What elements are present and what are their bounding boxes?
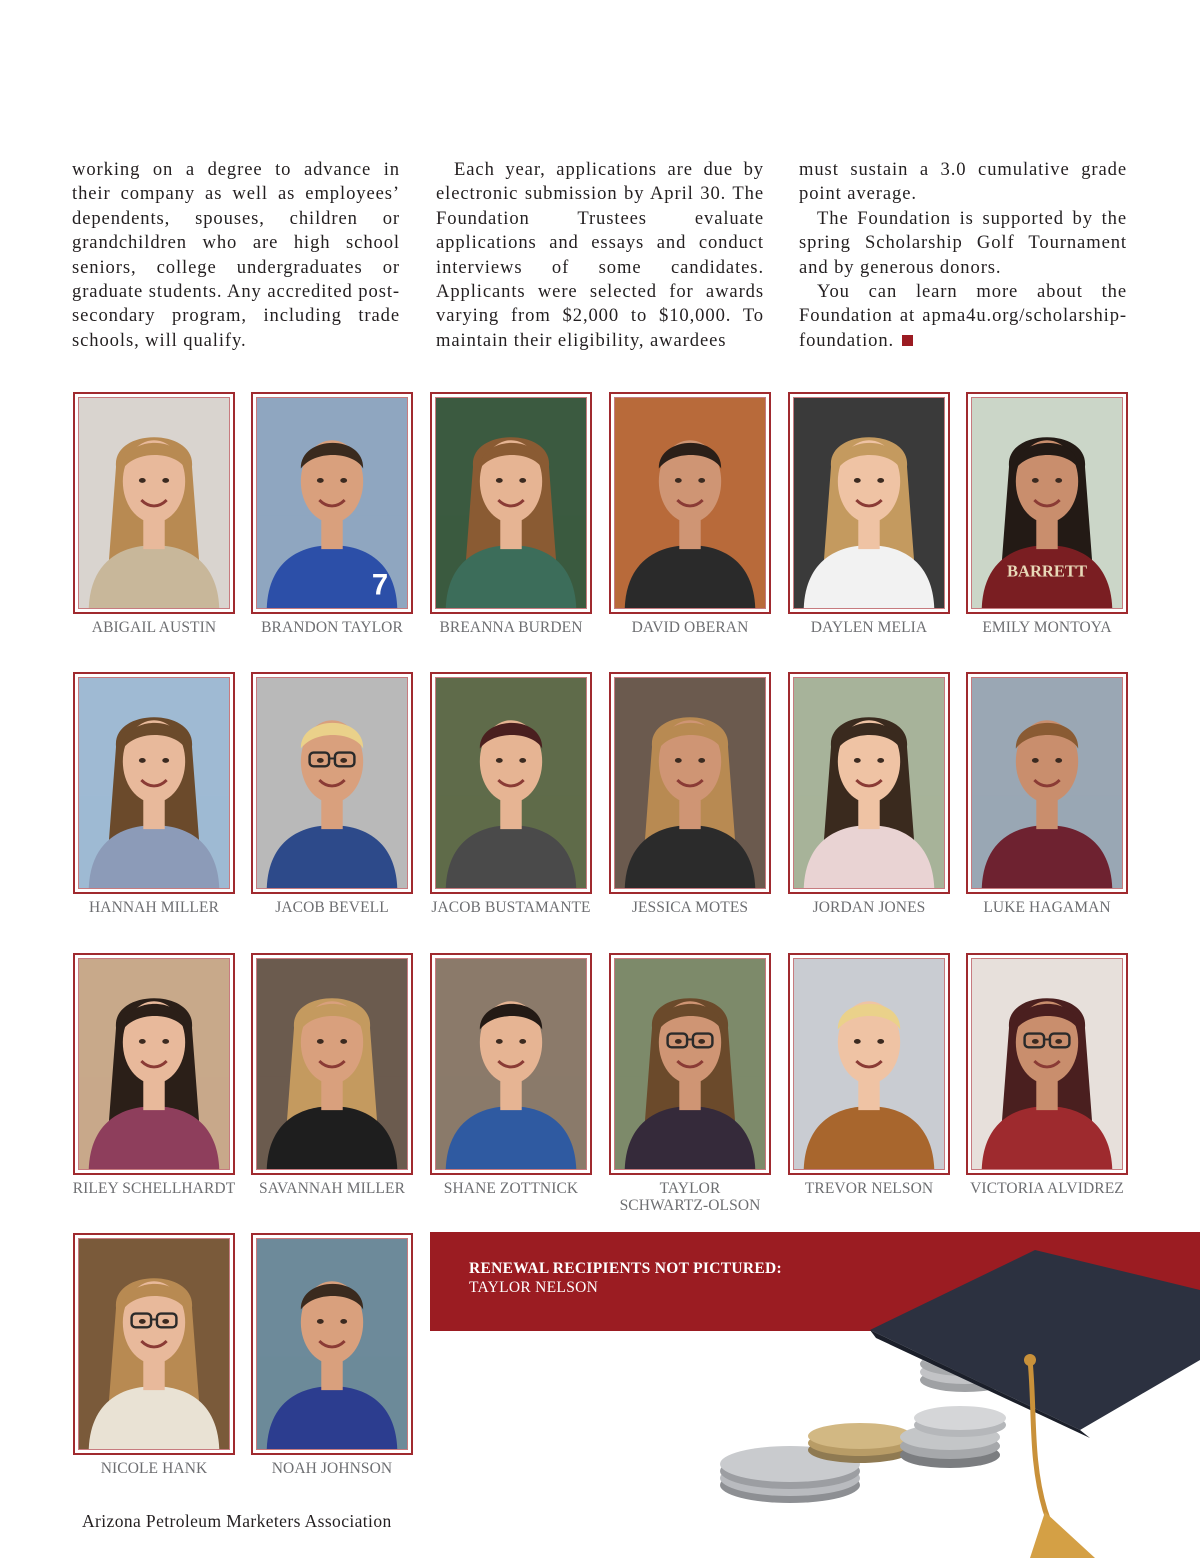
- recipient-card: [966, 392, 1128, 636]
- recipient-name: NICOLE HANK: [100, 1460, 208, 1477]
- photo-frame: [609, 953, 771, 1175]
- portrait-silhouette-icon: [615, 959, 765, 1169]
- recipient-card: [788, 392, 950, 636]
- recipient-card: [73, 672, 235, 916]
- recipient-name: HANNAH MILLER: [88, 899, 220, 916]
- recipient-name: NOAH JOHNSON: [271, 1460, 393, 1477]
- renewal-title: RENEWAL RECIPIENTS NOT PICTURED:: [469, 1260, 782, 1277]
- photo-frame: [966, 672, 1128, 894]
- portrait-silhouette-icon: [257, 959, 407, 1169]
- photo-frame: [788, 672, 950, 894]
- recipient-photo: [78, 1238, 230, 1450]
- recipient-photo: [435, 397, 587, 609]
- photo-frame: [251, 392, 413, 614]
- portrait-silhouette-icon: [972, 398, 1122, 608]
- portrait-silhouette-icon: [794, 959, 944, 1169]
- recipient-name: JACOB BUSTAMANTE: [431, 899, 591, 916]
- photo-frame: [251, 672, 413, 894]
- photo-frame: [73, 392, 235, 614]
- article-paragraph: The Foundation is supported by the spring Scholarship Golf Tournament and by generous donors.: [799, 207, 1127, 278]
- recipient-card: [609, 392, 771, 636]
- recipient-name: VICTORIA ALVIDREZ: [970, 1180, 1124, 1197]
- photo-frame: [251, 953, 413, 1175]
- portrait-silhouette-icon: [436, 678, 586, 888]
- recipient-card: [251, 1233, 413, 1477]
- photo-frame: [966, 953, 1128, 1175]
- recipient-name: DAYLEN MELIA: [810, 619, 928, 636]
- recipient-name: DAVID OBERAN: [631, 619, 749, 636]
- recipient-card: [251, 672, 413, 916]
- recipient-photo: [78, 958, 230, 1170]
- portrait-silhouette-icon: [794, 398, 944, 608]
- photo-frame: [966, 392, 1128, 614]
- recipient-card: [73, 392, 235, 636]
- recipient-name: ABIGAIL AUSTIN: [91, 619, 217, 636]
- article-column-3: [799, 158, 1127, 353]
- recipient-photo: [78, 677, 230, 889]
- recipient-name: RILEY SCHELLHARDT: [72, 1180, 236, 1197]
- graduation-cap-coins-illustration: [700, 1250, 1200, 1558]
- recipient-photo: [614, 958, 766, 1170]
- recipient-name: SHANE ZOTTNICK: [443, 1180, 579, 1197]
- photo-frame: [73, 672, 235, 894]
- article-paragraph: [799, 280, 1127, 353]
- recipient-name: BRANDON TAYLOR: [261, 619, 403, 636]
- recipient-name: JESSICA MOTES: [631, 899, 749, 916]
- recipient-name: JACOB BEVELL: [275, 899, 389, 916]
- portrait-silhouette-icon: [79, 959, 229, 1169]
- recipient-card: [609, 672, 771, 916]
- photo-frame: [430, 672, 592, 894]
- recipient-photo: [256, 397, 408, 609]
- portrait-silhouette-icon: [436, 398, 586, 608]
- portrait-silhouette-icon: [615, 678, 765, 888]
- portrait-silhouette-icon: [79, 678, 229, 888]
- recipient-photo: [256, 1238, 408, 1450]
- photo-frame: [251, 1233, 413, 1455]
- portrait-silhouette-icon: [257, 678, 407, 888]
- recipient-photo: [971, 958, 1123, 1170]
- portrait-silhouette-icon: [794, 678, 944, 888]
- recipient-card: [966, 672, 1128, 916]
- renewal-names: TAYLOR NELSON: [469, 1279, 599, 1296]
- photo-frame: [609, 672, 771, 894]
- portrait-silhouette-icon: [79, 1239, 229, 1449]
- recipient-photo: [793, 677, 945, 889]
- portrait-silhouette-icon: [436, 959, 586, 1169]
- end-mark-icon: [902, 335, 913, 346]
- photo-frame: [609, 392, 771, 614]
- recipient-photo: [971, 677, 1123, 889]
- recipient-card: [73, 1233, 235, 1477]
- article-column-2: [436, 158, 764, 353]
- recipient-photo: [256, 958, 408, 1170]
- recipient-name: SAVANNAH MILLER: [258, 1180, 406, 1197]
- recipient-photo: [256, 677, 408, 889]
- photo-frame: [788, 953, 950, 1175]
- portrait-silhouette-icon: [257, 1239, 407, 1449]
- portrait-silhouette-icon: [79, 398, 229, 608]
- recipient-name: EMILY MONTOYA: [982, 619, 1112, 636]
- recipient-card: [788, 672, 950, 916]
- recipient-name: TAYLOR SCHWARTZ-OLSON: [619, 1180, 761, 1214]
- recipient-card: [430, 672, 592, 916]
- photo-frame: [73, 1233, 235, 1455]
- article-paragraph: working on a degree to advance in their company as well as employees’ dependents, spouses, children or grandchildren who are high school seniors, college undergraduates or graduate students. Any accredited post-secondary program, including trade schools, will qualify.: [72, 159, 400, 351]
- article-closing-text: You can learn more about the Foundation at apma4u.org/scholarship-foundation.: [799, 281, 1127, 351]
- portrait-silhouette-icon: [972, 678, 1122, 888]
- recipient-card: [430, 953, 592, 1197]
- recipient-card: [73, 953, 235, 1197]
- recipient-photo: [78, 397, 230, 609]
- recipient-card: [430, 392, 592, 636]
- photo-frame: [73, 953, 235, 1175]
- photo-frame: [430, 953, 592, 1175]
- recipient-card: [609, 953, 771, 1214]
- recipient-name: LUKE HAGAMAN: [983, 899, 1111, 916]
- recipient-name: JORDAN JONES: [812, 899, 926, 916]
- jersey-number: 7: [371, 568, 389, 602]
- article-column-1: [72, 158, 400, 353]
- recipient-photo: [793, 958, 945, 1170]
- portrait-silhouette-icon: [972, 959, 1122, 1169]
- photo-frame: [788, 392, 950, 614]
- recipient-card: [788, 953, 950, 1197]
- portrait-silhouette-icon: [615, 398, 765, 608]
- recipient-name: TREVOR NELSON: [804, 1180, 934, 1197]
- recipient-photo: [614, 677, 766, 889]
- recipient-card: [251, 392, 413, 636]
- article-paragraph: must sustain a 3.0 cumulative grade point average.: [799, 159, 1127, 205]
- publication-footer: Arizona Petroleum Marketers Association: [82, 1511, 392, 1531]
- article-paragraph: Each year, applications are due by electronic submission by April 30. The Foundation Trustees evaluate applications and essays and conduct interviews of some candidates. Applicants were selected for awards varying from $2,000 to $10,000. To maintain their eligibility, awardees: [436, 159, 764, 351]
- photo-frame: [430, 392, 592, 614]
- shirt-text: BARRETT: [1006, 561, 1088, 581]
- recipient-photo: [614, 397, 766, 609]
- graduation-cap-icon: [870, 1250, 1200, 1558]
- recipient-card: [251, 953, 413, 1197]
- recipient-name: BREANNA BURDEN: [439, 619, 583, 636]
- recipient-card: [966, 953, 1128, 1197]
- recipient-photo: [971, 397, 1123, 609]
- recipient-photo: [435, 677, 587, 889]
- recipient-photo: [435, 958, 587, 1170]
- recipient-photo: [793, 397, 945, 609]
- portrait-silhouette-icon: [257, 398, 407, 608]
